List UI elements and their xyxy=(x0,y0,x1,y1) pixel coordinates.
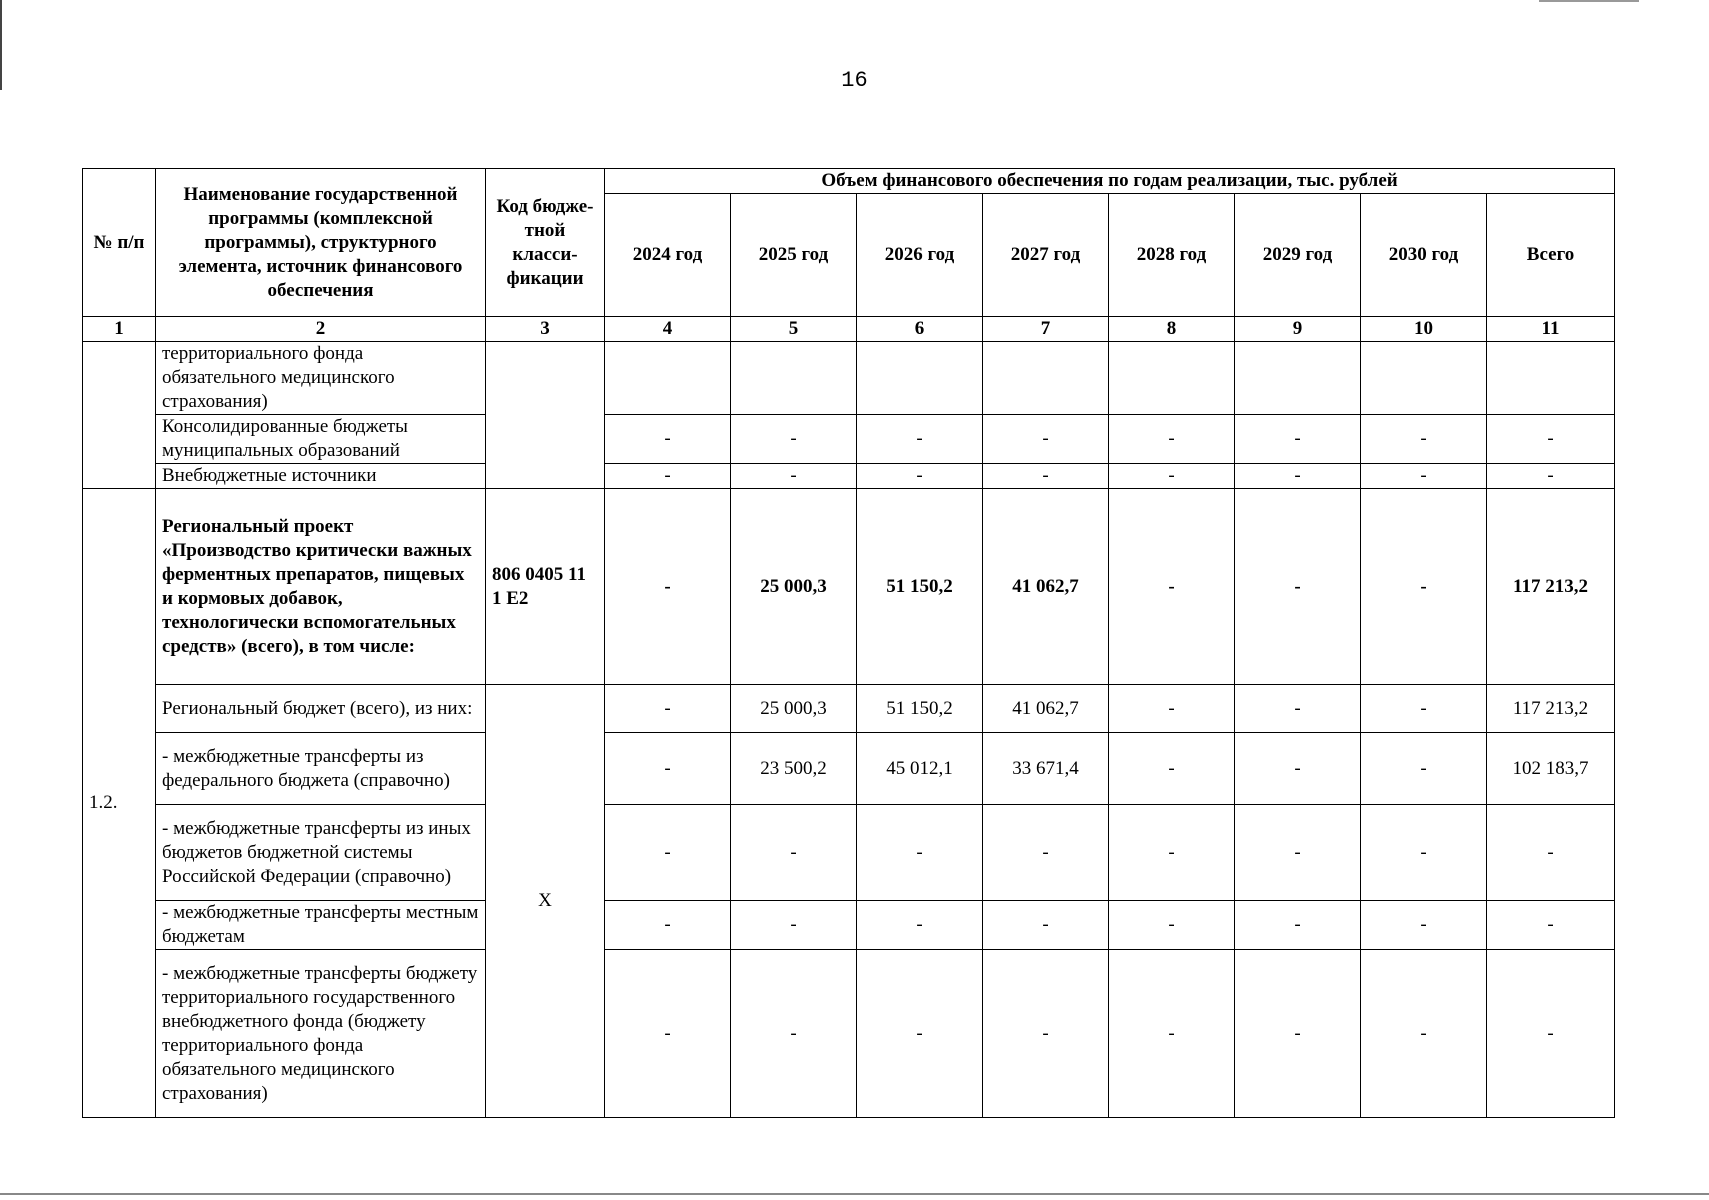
row-value: - xyxy=(731,950,857,1118)
row-value: 51 150,2 xyxy=(857,685,983,733)
row-name: Региональный проект «Производство критически важных ферментных препаратов, пищевых и кормовых добавок, технологически вспомогательных средств» (всего), в том числе: xyxy=(156,489,486,685)
row-name: - межбюджетные трансферты из иных бюджетов бюджетной системы Российской Федерации (справочно) xyxy=(156,805,486,901)
header-year: 2028 год xyxy=(1109,194,1235,317)
row-name: - межбюджетные трансферты местным бюджетам xyxy=(156,901,486,950)
row-value: - xyxy=(1361,415,1487,464)
row-value: - xyxy=(605,685,731,733)
row-value: - xyxy=(1109,805,1235,901)
row-value: - xyxy=(1109,685,1235,733)
row-value xyxy=(857,342,983,415)
column-number: 4 xyxy=(605,317,731,342)
row-value: - xyxy=(1487,805,1615,901)
row-value: - xyxy=(857,901,983,950)
column-number: 2 xyxy=(156,317,486,342)
row-index-empty xyxy=(83,342,156,489)
row-value: - xyxy=(857,805,983,901)
row-value: - xyxy=(1487,415,1615,464)
column-number: 3 xyxy=(486,317,605,342)
row-code: X xyxy=(486,685,605,1118)
row-name: Внебюджетные источники xyxy=(156,464,486,489)
row-value: - xyxy=(605,805,731,901)
row-value: - xyxy=(731,464,857,489)
row-value xyxy=(1361,342,1487,415)
row-value: - xyxy=(1487,901,1615,950)
row-value: - xyxy=(1109,489,1235,685)
header-total: Всего xyxy=(1487,194,1615,317)
row-value: - xyxy=(1109,464,1235,489)
header-row-top xyxy=(83,169,1615,194)
table-row xyxy=(83,733,1615,805)
row-name: Региональный бюджет (всего), из них: xyxy=(156,685,486,733)
row-value: - xyxy=(1235,464,1361,489)
row-name: - межбюджетные трансферты бюджету территориального государственного внебюджетного фонда (бюджету территориального фонда обязательного медицинского страхования) xyxy=(156,950,486,1118)
header-volume: Объем финансового обеспечения по годам реализации, тыс. рублей xyxy=(605,169,1615,194)
row-name: Консолидированные бюджеты муниципальных образований xyxy=(156,415,486,464)
column-number: 1 xyxy=(83,317,156,342)
column-number: 10 xyxy=(1361,317,1487,342)
row-value: 33 671,4 xyxy=(983,733,1109,805)
row-value: 51 150,2 xyxy=(857,489,983,685)
row-value: - xyxy=(605,901,731,950)
header-year: 2026 год xyxy=(857,194,983,317)
table-row xyxy=(83,805,1615,901)
row-value: - xyxy=(1235,805,1361,901)
table-row xyxy=(83,685,1615,733)
row-value: - xyxy=(1487,464,1615,489)
scan-edge-bottom xyxy=(0,1193,1709,1195)
row-value xyxy=(983,342,1109,415)
row-value: 25 000,3 xyxy=(731,489,857,685)
row-value: - xyxy=(1361,901,1487,950)
row-value: - xyxy=(1235,733,1361,805)
row-value: - xyxy=(1361,464,1487,489)
row-value: - xyxy=(605,733,731,805)
row-value: - xyxy=(1235,685,1361,733)
row-value: - xyxy=(1361,950,1487,1118)
row-value: - xyxy=(1361,733,1487,805)
row-name: территориального фонда обязательного медицинского страхования) xyxy=(156,342,486,415)
row-value: - xyxy=(1361,685,1487,733)
column-number: 7 xyxy=(983,317,1109,342)
header-year: 2027 год xyxy=(983,194,1109,317)
column-number: 11 xyxy=(1487,317,1615,342)
column-number: 9 xyxy=(1235,317,1361,342)
row-value: - xyxy=(1487,950,1615,1118)
row-value: - xyxy=(983,415,1109,464)
row-value: - xyxy=(1361,805,1487,901)
financing-table xyxy=(82,168,1615,1118)
row-value: 23 500,2 xyxy=(731,733,857,805)
header-num: № п/п xyxy=(83,169,156,317)
row-value: - xyxy=(857,464,983,489)
table-row xyxy=(83,415,1615,464)
row-value: - xyxy=(1235,415,1361,464)
row-value: - xyxy=(983,901,1109,950)
header-code: Код бюдже-тной класси-фикации xyxy=(486,169,605,317)
row-value: 25 000,3 xyxy=(731,685,857,733)
row-code: 806 0405 11 1 E2 xyxy=(486,489,605,685)
row-value: - xyxy=(731,805,857,901)
row-value: - xyxy=(605,464,731,489)
row-value: 117 213,2 xyxy=(1487,489,1615,685)
row-value xyxy=(1109,342,1235,415)
table-row xyxy=(83,342,1615,415)
row-value: 45 012,1 xyxy=(857,733,983,805)
header-row-numbers xyxy=(83,317,1615,342)
table-row xyxy=(83,464,1615,489)
row-value: 102 183,7 xyxy=(1487,733,1615,805)
row-value: - xyxy=(1361,489,1487,685)
row-index: 1.2. xyxy=(83,489,156,1118)
row-value: - xyxy=(857,415,983,464)
row-value: - xyxy=(1109,901,1235,950)
header-year: 2024 год xyxy=(605,194,731,317)
row-value: - xyxy=(983,464,1109,489)
page-number: 16 xyxy=(841,68,868,93)
row-code-empty xyxy=(486,342,605,489)
column-number: 6 xyxy=(857,317,983,342)
row-value: - xyxy=(1109,733,1235,805)
row-value: 41 062,7 xyxy=(983,489,1109,685)
row-value: - xyxy=(605,415,731,464)
header-year: 2030 год xyxy=(1361,194,1487,317)
row-value xyxy=(1235,342,1361,415)
table-row-project xyxy=(83,489,1615,685)
row-value: - xyxy=(983,950,1109,1118)
row-value: - xyxy=(1109,950,1235,1118)
column-number: 8 xyxy=(1109,317,1235,342)
row-value: 41 062,7 xyxy=(983,685,1109,733)
table-row xyxy=(83,950,1615,1118)
row-value: - xyxy=(731,415,857,464)
row-value: - xyxy=(1109,415,1235,464)
row-value xyxy=(731,342,857,415)
row-value: - xyxy=(1235,489,1361,685)
scan-edge-top-right xyxy=(1539,0,1639,2)
row-value: - xyxy=(1235,901,1361,950)
row-value: 117 213,2 xyxy=(1487,685,1615,733)
row-name: - межбюджетные трансферты из федерального бюджета (справочно) xyxy=(156,733,486,805)
column-number: 5 xyxy=(731,317,857,342)
row-value xyxy=(1487,342,1615,415)
row-value: - xyxy=(731,901,857,950)
row-value: - xyxy=(983,805,1109,901)
row-value: - xyxy=(605,950,731,1118)
row-value xyxy=(605,342,731,415)
header-name: Наименование государственной программы (комплексной программы), структурного элемента, источник финансового обеспечения xyxy=(156,169,486,317)
row-value: - xyxy=(1235,950,1361,1118)
table-row xyxy=(83,901,1615,950)
header-year: 2029 год xyxy=(1235,194,1361,317)
header-year: 2025 год xyxy=(731,194,857,317)
row-value: - xyxy=(857,950,983,1118)
row-value: - xyxy=(605,489,731,685)
